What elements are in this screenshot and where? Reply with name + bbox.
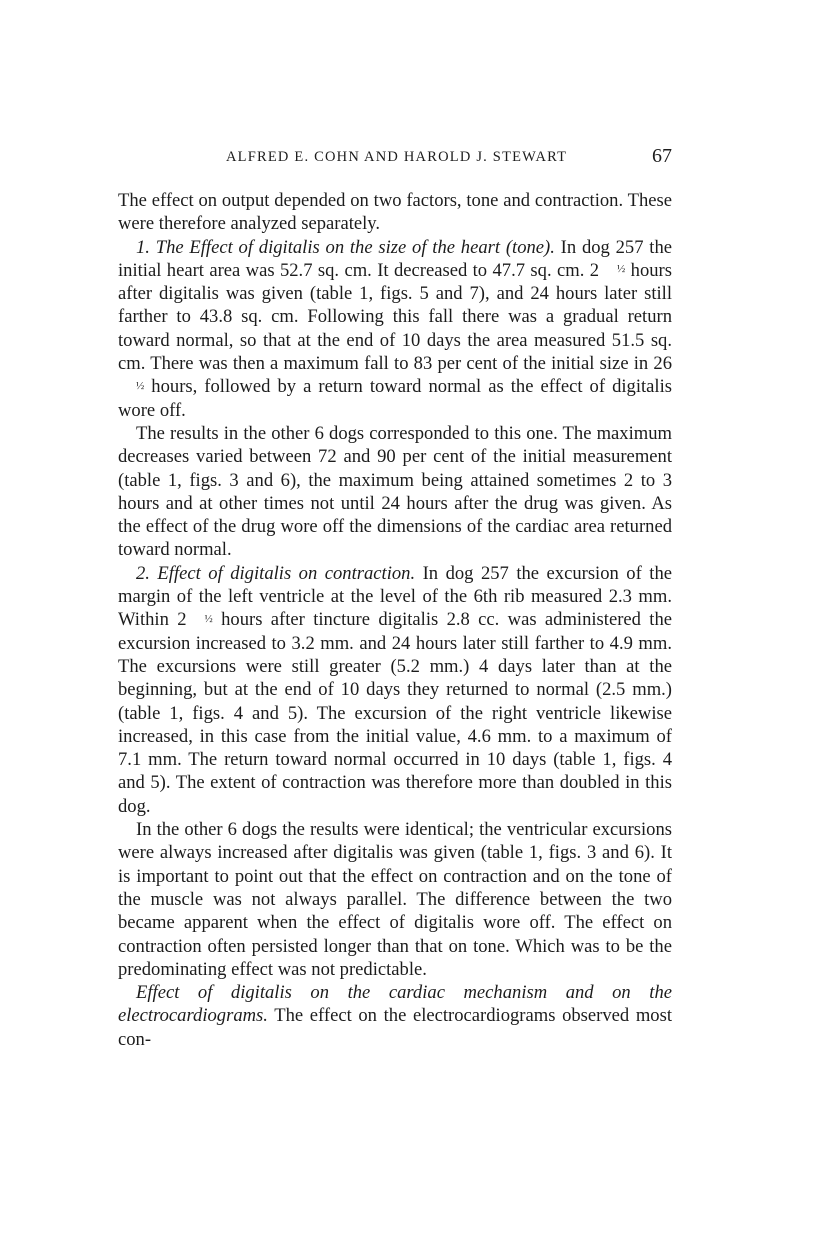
section-heading-tone: 1. The Effect of digitalis on the size of the heart (tone). (136, 236, 555, 258)
paragraph-text: In the other 6 dogs the results were identical; the ventricular excursions were always increased after digitalis was given (table 1, figs. 3 and 6). It is important to point out that the effect on contraction and on the tone of the muscle was not always parallel. The difference between the two became apparent when the effect of digitalis wore off. The effect on contraction often persisted longer than that on tone. Which was to be the predominating effect was not predictable. (118, 819, 672, 980)
page-header (118, 146, 672, 170)
paragraph-text: In dog 257 the initial heart area was 52.7 sq. cm. It decreased to 47.7 sq. cm. 2 (118, 236, 672, 281)
paragraph-text: The effect on the electrocardiograms observed most con- (118, 1005, 672, 1050)
paragraph-other-dogs-tone (118, 422, 672, 562)
body-text (118, 189, 672, 1051)
paragraph-text: The effect on output depended on two factors, tone and contraction. These were therefore analyzed separately. (118, 190, 672, 235)
paragraph-text: hours after tincture digitalis 2.8 cc. was administered the excursion increased to 3.2 mm. and 24 hours later still farther to 4.9 mm. The excursions were still greater (5.2 mm.) 4 days later than at the beginning, but at the end of 10 days they returned to normal (2.5 mm.) (table 1, figs. 4 and 5). The excursion of the right ventricle likewise increased, in this case from the initial value, 4.6 mm. to a maximum of 7.1 mm. The return toward normal occurred in 10 days (table 1, figs. 4 and 5). The extent of contraction was therefore more than doubled in this dog. (118, 609, 673, 817)
paragraph-contraction (118, 562, 672, 818)
paragraph-text: hours after digitalis was given (table 1, figs. 5 and 7), and 24 hours later still farther to 43.8 sq. cm. Following this fall there was a gradual return toward normal, so that at the end of 10 days the area measured 51.5 sq. cm. There was then a maximum fall to 83 per cent of the initial size in 26 (118, 259, 672, 375)
page-number: 67 (652, 145, 672, 167)
section-heading-contraction: 2. Effect of digitalis on contraction. (136, 562, 416, 584)
fraction-half: ½ (204, 612, 213, 625)
paragraph-text: The results in the other 6 dogs corresponded to this one. The maximum decreases varied between 72 and 90 per cent of the initial measurement (table 1, figs. 3 and 6), the maximum being attained sometimes 2 to 3 hours and at other times not until 24 hours after the drug was given. As the effect of the drug wore off the dimensions of the cardiac area returned toward normal. (118, 422, 672, 561)
fraction-half: ½ (136, 379, 145, 392)
paragraph-text: In dog 257 the excursion of the margin of the left ventricle at the level of the 6th rib measured 2.3 mm. Within 2 (118, 562, 672, 631)
paragraph-electrocardiograms (118, 981, 672, 1051)
paragraph-other-dogs-contraction (118, 818, 672, 981)
paragraph-text: hours, followed by a return toward normal as the effect of digitalis wore off. (118, 376, 672, 421)
running-head: ALFRED E. COHN AND HAROLD J. STEWART (226, 149, 568, 165)
fraction-half: ½ (617, 263, 626, 276)
paragraph-intro (118, 189, 672, 236)
section-heading-electrocardiograms: Effect of digitalis on the cardiac mechanism and on the electrocardiograms. (118, 982, 672, 1027)
paragraph-tone (118, 236, 672, 422)
